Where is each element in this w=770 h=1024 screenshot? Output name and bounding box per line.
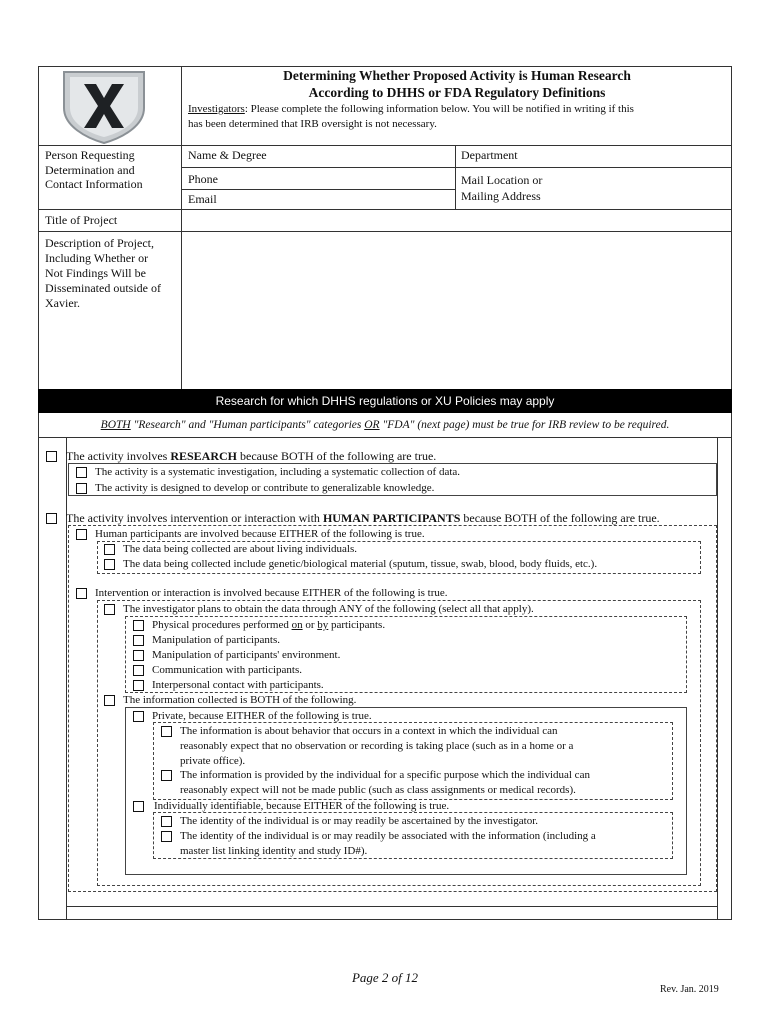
label-line: Description of Project,	[45, 236, 154, 250]
human-text-b: HUMAN PARTICIPANTS	[322, 511, 461, 525]
human-participants-criterion	[66, 511, 660, 525]
mail-label-line: Mail Location or	[461, 173, 543, 187]
description-field[interactable]	[183, 233, 730, 387]
obtain-item: Interpersonal contact with participants.	[152, 679, 324, 691]
research-item: The activity is a systematic investigation, including a systematic collection of data.	[95, 466, 461, 478]
hp-involved-checkbox[interactable]	[76, 529, 87, 540]
item-line: private office).	[180, 755, 246, 767]
identity-ascertained-checkbox[interactable]	[161, 816, 172, 827]
mailing-address-field[interactable]	[461, 172, 726, 204]
instructions	[188, 103, 634, 115]
private-item-1	[180, 724, 573, 769]
person-requesting-label	[45, 148, 143, 192]
email-field[interactable]: Email	[188, 192, 217, 206]
item-line: reasonably expect will not be made public (such as class assignments or medical records).	[180, 784, 576, 796]
description-label	[45, 236, 161, 311]
phys-end: participants.	[328, 619, 386, 631]
human-text-c: because BOTH of the following are true.	[460, 511, 660, 525]
manipulation-environment-checkbox[interactable]	[133, 650, 144, 661]
hp-involved-text: Human participants are involved because EITHER of the following is true.	[95, 528, 425, 540]
row-divider	[38, 231, 732, 232]
label-line: Xavier.	[45, 296, 80, 310]
interpersonal-contact-checkbox[interactable]	[133, 680, 144, 691]
item-line: The information is about behavior that occurs in a context in which the individual can	[180, 725, 558, 737]
identity-associated-checkbox[interactable]	[161, 831, 172, 842]
communication-checkbox[interactable]	[133, 665, 144, 676]
phys-text-a: Physical procedures performed	[152, 619, 292, 631]
label-line: Disseminated outside of	[45, 281, 161, 295]
item-line: reasonably expect that no observation or recording is taking place (such as in a home or a	[180, 740, 574, 752]
generalizable-knowledge-checkbox[interactable]	[76, 483, 87, 494]
phys-on: on	[291, 619, 303, 631]
private-item-2	[180, 768, 590, 798]
form-title-line2: According to DHHS or FDA Regulatory Definitions	[308, 85, 606, 100]
intervention-checkbox[interactable]	[76, 588, 87, 599]
ident-item-1: The identity of the individual is or may readily be ascertained by the investigator.	[180, 815, 539, 827]
item-line: The information is provided by the individual for a specific purpose which the individual can	[180, 769, 590, 781]
genetic-material-checkbox[interactable]	[104, 559, 115, 570]
form-title-line1: Determining Whether Proposed Activity is Human Research	[283, 68, 631, 83]
human-participants-checkbox[interactable]	[46, 513, 57, 524]
note-end: "FDA" (next page) must be true for IRB review to be required.	[379, 419, 670, 431]
obtain-data-checkbox[interactable]	[104, 604, 115, 615]
identifiable-text: Individually identifiable, because EITHER of the following is true.	[154, 800, 450, 812]
obtain-text: The investigator plans to obtain the data through ANY of the following (select all that apply).	[123, 603, 534, 615]
instructions-text-2: has been determined that IRB oversight is not necessary.	[188, 118, 437, 130]
manipulation-participants-checkbox[interactable]	[133, 635, 144, 646]
column-divider	[455, 145, 456, 209]
note-or: OR	[364, 419, 380, 431]
column-divider	[181, 66, 182, 389]
page-number: Page 2 of 12	[351, 970, 419, 985]
physical-procedures-checkbox[interactable]	[133, 620, 144, 631]
mail-label-line: Mailing Address	[461, 189, 541, 203]
hp-item: The data being collected include genetic/biological material (sputum, tissue, swab, blood, body fluids, etc.).	[123, 558, 598, 570]
info-both-text: The information collected is BOTH of the following.	[123, 694, 357, 706]
label-line: Determination and	[45, 162, 135, 177]
research-text-b: RESEARCH	[170, 449, 237, 463]
label-line: Person Requesting	[45, 148, 135, 162]
name-degree-field[interactable]: Name & Degree	[188, 148, 267, 162]
note-both: BOTH	[100, 419, 131, 431]
department-field[interactable]: Department	[461, 148, 518, 162]
row-divider	[181, 167, 732, 168]
phys-by: by	[317, 619, 329, 631]
row-divider	[38, 209, 732, 210]
obtain-item: Manipulation of participants' environment.	[152, 649, 341, 661]
phone-field[interactable]: Phone	[188, 172, 218, 186]
row-divider	[66, 906, 717, 907]
phys-or: or	[302, 619, 318, 631]
item-line: The identity of the individual is or may readily be associated with the information (including a	[180, 830, 596, 842]
project-title-label: Title of Project	[45, 213, 118, 227]
private-provided-checkbox[interactable]	[161, 770, 172, 781]
obtain-item-physical	[152, 618, 385, 632]
requirement-note	[38, 419, 732, 431]
revision-date: Rev. Jan. 2019	[660, 984, 719, 995]
private-text: Private, because EITHER of the following is true.	[152, 710, 372, 722]
label-line: Including Whether or	[45, 251, 149, 265]
systematic-investigation-checkbox[interactable]	[76, 467, 87, 478]
info-collected-checkbox[interactable]	[104, 695, 115, 706]
intervention-text: Intervention or interaction is involved because EITHER of the following is true.	[95, 587, 448, 599]
identifiable-checkbox[interactable]	[133, 801, 144, 812]
instructions-label: Investigators	[188, 103, 245, 115]
research-item: The activity is designed to develop or contribute to generalizable knowledge.	[95, 482, 435, 494]
human-text-a: The activity involves intervention or interaction with	[66, 511, 323, 525]
hp-item: The data being collected are about living individuals.	[123, 543, 357, 555]
private-behavior-checkbox[interactable]	[161, 726, 172, 737]
column-divider	[717, 437, 718, 920]
ident-item-2	[180, 829, 596, 859]
row-divider	[181, 189, 455, 190]
column-divider	[66, 437, 67, 920]
row-divider	[38, 437, 732, 438]
row-divider	[38, 145, 732, 146]
xavier-shield-logo	[58, 68, 150, 144]
project-title-field[interactable]	[183, 211, 730, 229]
note-mid: "Research" and "Human participants" categories	[130, 419, 365, 431]
obtain-item: Communication with participants.	[152, 664, 303, 676]
research-text-a: The activity involves	[66, 449, 171, 463]
private-checkbox[interactable]	[133, 711, 144, 722]
item-line: master list linking identity and study ID#).	[180, 845, 368, 857]
obtain-item: Manipulation of participants.	[152, 634, 280, 646]
label-line: Contact Information	[45, 177, 143, 191]
label-line: Not Findings Will be	[45, 266, 146, 280]
research-criterion	[66, 449, 436, 463]
research-text-c: because BOTH of the following are true.	[237, 449, 437, 463]
living-individuals-checkbox[interactable]	[104, 544, 115, 555]
section-banner: Research for which DHHS regulations or XU Policies may apply	[38, 389, 732, 413]
instructions-text: : Please complete the following information below. You will be notified in writing if this	[244, 103, 634, 115]
research-checkbox[interactable]	[46, 451, 57, 462]
